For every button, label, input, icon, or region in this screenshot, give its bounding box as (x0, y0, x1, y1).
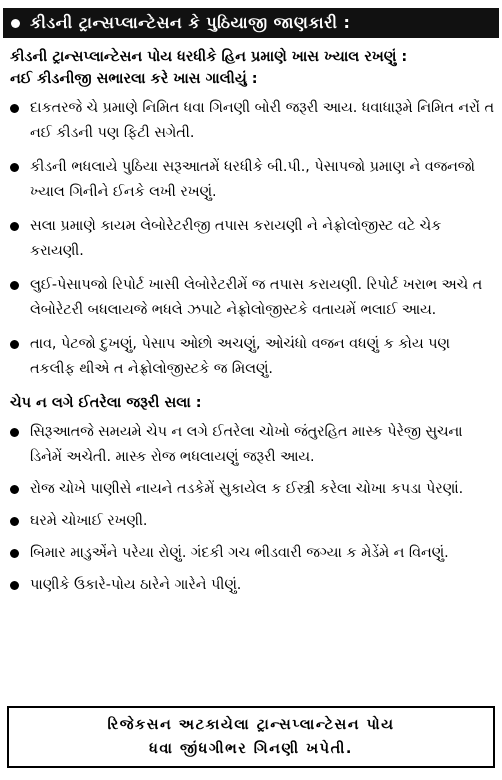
bullet-icon (10, 428, 19, 437)
list-item (0, 541, 502, 566)
list-item (0, 420, 502, 470)
list-item (0, 96, 502, 146)
care-list (0, 96, 502, 382)
footer-line: રિજેકસન અટકાયેલા ટ્રાન્સપ્લાન્ટેસન પોય (107, 717, 395, 733)
list-item-text: બિમાર માડુએંને પરેયા રોણું. ગંદકી ગચ ભીડવારી જગ્યા ક મેડેંમે ન વિનણું. (30, 545, 449, 561)
bullet-icon (10, 517, 19, 526)
title-bullet-icon (11, 19, 20, 28)
bullet-icon (10, 163, 19, 172)
list-item (0, 155, 502, 205)
list-item (0, 214, 502, 264)
list-item-text: દાકતરજે ચે પ્રમાણે નિમિત ધવા ગિનણી બોરી જરૂરી આય. ધવાધારૂમે નિમિત નરોં ત નઈ કીડની પણ ફિટી સગેતી. (30, 100, 494, 141)
list-item-text: લુઈ-પેસાપજો રિપોર્ટ ખાસી લેબોરેટરીમેં જ તપાસ કરાયણી. રિપોર્ટ ખરાભ અચે ત લેબોરેટરી બધલાયજે ભધલે ઝપાટે નેફ્રોલોજીસ્ટકે વતાયમેં ભલાઈ આય. (30, 277, 483, 318)
page-title: કીડની ટ્રાન્સપ્લાન્ટેસન કે પુઠિયાજી જાણકારી : (30, 13, 351, 32)
list-item (0, 573, 502, 598)
section-heading: ચેપ ન લગે ઈતરેલા જરૂરી સલા : (10, 395, 202, 411)
bullet-icon (10, 485, 19, 494)
list-item-text: પાણીકે ઉકારે-પોય ઠારેને ગારેને પીણું. (30, 577, 242, 593)
list-item (0, 273, 502, 323)
bullet-icon (10, 222, 19, 231)
list-item-text: ઘરમે ચોખાઈ રખણી. (30, 513, 148, 529)
intro-line: નઈ કીડનીજી સભારલા કરે ખાસ ગાલીયું : (10, 71, 258, 87)
bullet-icon (10, 581, 19, 590)
intro-line: કીડની ટ્રાન્સપ્લાન્ટેસન પોય ધરધીકે હિન પ્રમાણે ખાસ ખ્યાલ રખણું : (10, 49, 408, 65)
infection-list (0, 420, 502, 598)
list-item-text: કીડની ભધલાયે પુઠિયા સરૂઆતમેં ધરધીકે બી.પી., પેસાપજો પ્રમાણ ને વજનજો ખ્યાલ ગિનીને ઈનકે લખી રખણું. (30, 159, 475, 200)
list-item-text: રોજ ચોખે પાણીસે નાયને તડકેમેં સુકાયેલ ક ઈસ્ત્રી કરેલા ચોખા કપડા પેરણાં. (30, 481, 464, 497)
list-item (0, 332, 502, 382)
footer-note-box (7, 706, 495, 768)
list-item-text: સિરૂઆતજે સમયમે ચેપ ન લગે ઈતરેલા ચોખો જંતુરહિત માસ્ક પેરેજી સુચના ડિનેમેં અચેતી. માસ્ક રોજ ભધલાયણું જરૂરી આય. (30, 424, 463, 465)
list-item-text: તાવ, પેટજો દુખણું, પેસાપ ઓછો અચણું, ઓચંધો વજન વધણું ક કોય પણ તકલીફ થીએ ત નેફ્રોલોજીસ્ટકે જ મિલણું. (30, 336, 450, 377)
footer-line: ધવા જીંધગીભર ગિનણી ખપેતી. (149, 741, 353, 757)
list-item-text: સલા પ્રમાણે કાયમ લેબોરેટરીજી તપાસ કરાયણી ને નેફ્રોલોજીસ્ટ વટે ચેક કરાયણી. (30, 218, 442, 259)
bullet-icon (10, 104, 19, 113)
bullet-icon (10, 281, 19, 290)
list-item (0, 477, 502, 502)
page-title-bar (3, 8, 499, 38)
intro-block (10, 46, 494, 90)
bullet-icon (10, 549, 19, 558)
list-item (0, 509, 502, 534)
bullet-icon (10, 340, 19, 349)
